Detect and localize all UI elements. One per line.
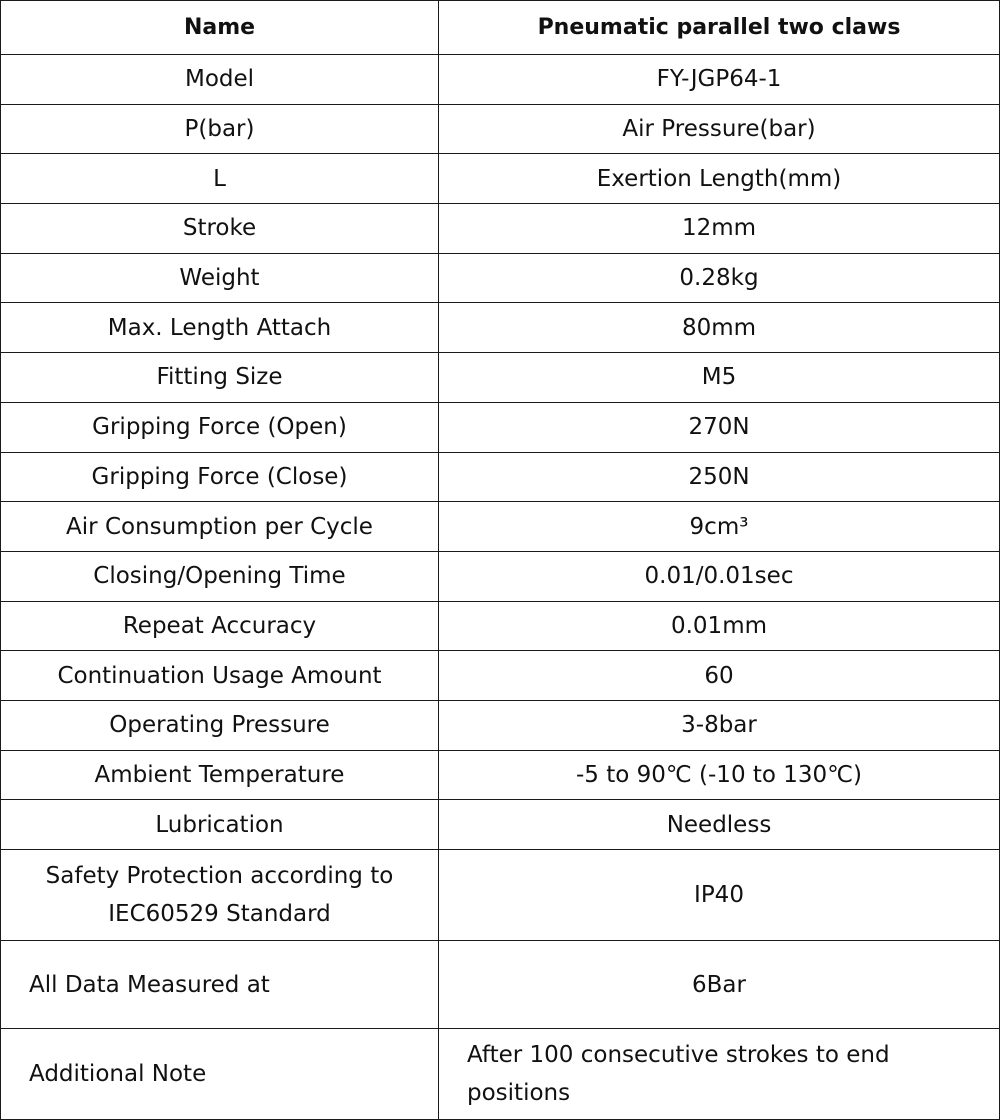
table-row	[1, 750, 1000, 800]
row-value: 250N	[439, 452, 1000, 502]
table-row	[1, 204, 1000, 254]
table-row	[1, 55, 1000, 105]
table-row	[1, 154, 1000, 204]
row-label: Lubrication	[1, 800, 439, 850]
row-label: Gripping Force (Close)	[1, 452, 439, 502]
row-value: Exertion Length(mm)	[439, 154, 1000, 204]
header-name-cell: Name	[1, 1, 439, 55]
row-label: Additional Note	[1, 1029, 439, 1120]
row-value: 6Bar	[439, 941, 1000, 1029]
table-row	[1, 253, 1000, 303]
row-value: FY-JGP64-1	[439, 55, 1000, 105]
row-value: Needless	[439, 800, 1000, 850]
row-label: Weight	[1, 253, 439, 303]
table-row	[1, 941, 1000, 1029]
row-value: Air Pressure(bar)	[439, 104, 1000, 154]
table-row	[1, 551, 1000, 601]
header-product-cell: Pneumatic parallel two claws	[439, 1, 1000, 55]
row-label: Stroke	[1, 204, 439, 254]
table-row	[1, 353, 1000, 403]
row-label: Fitting Size	[1, 353, 439, 403]
row-label: Max. Length Attach	[1, 303, 439, 353]
row-label: Operating Pressure	[1, 700, 439, 750]
table-row	[1, 800, 1000, 850]
row-label: Model	[1, 55, 439, 105]
row-value: -5 to 90℃ (-10 to 130℃)	[439, 750, 1000, 800]
row-label: All Data Measured at	[1, 941, 439, 1029]
row-value: 12mm	[439, 204, 1000, 254]
row-value: After 100 consecutive strokes to end positions	[439, 1029, 1000, 1120]
row-value: 9cm³	[439, 502, 1000, 552]
table-row	[1, 502, 1000, 552]
table-row	[1, 104, 1000, 154]
table-row	[1, 303, 1000, 353]
row-value: 60	[439, 651, 1000, 701]
table-row	[1, 601, 1000, 651]
table-row	[1, 651, 1000, 701]
row-value: 3-8bar	[439, 700, 1000, 750]
row-label: Air Consumption per Cycle	[1, 502, 439, 552]
row-label: Closing/Opening Time	[1, 551, 439, 601]
row-label: Ambient Temperature	[1, 750, 439, 800]
row-label: L	[1, 154, 439, 204]
row-value: 80mm	[439, 303, 1000, 353]
row-value: 0.28kg	[439, 253, 1000, 303]
table-row	[1, 700, 1000, 750]
row-label: Continuation Usage Amount	[1, 651, 439, 701]
row-label: Safety Protection according to IEC60529 Standard	[1, 850, 439, 941]
table-row	[1, 452, 1000, 502]
row-value: M5	[439, 353, 1000, 403]
header-row	[1, 1, 1000, 55]
row-value: 270N	[439, 402, 1000, 452]
table-row	[1, 1029, 1000, 1120]
table-row	[1, 402, 1000, 452]
row-value: IP40	[439, 850, 1000, 941]
row-label: Repeat Accuracy	[1, 601, 439, 651]
row-label: P(bar)	[1, 104, 439, 154]
row-value: 0.01mm	[439, 601, 1000, 651]
table-row	[1, 850, 1000, 941]
row-value: 0.01/0.01sec	[439, 551, 1000, 601]
row-label: Gripping Force (Open)	[1, 402, 439, 452]
